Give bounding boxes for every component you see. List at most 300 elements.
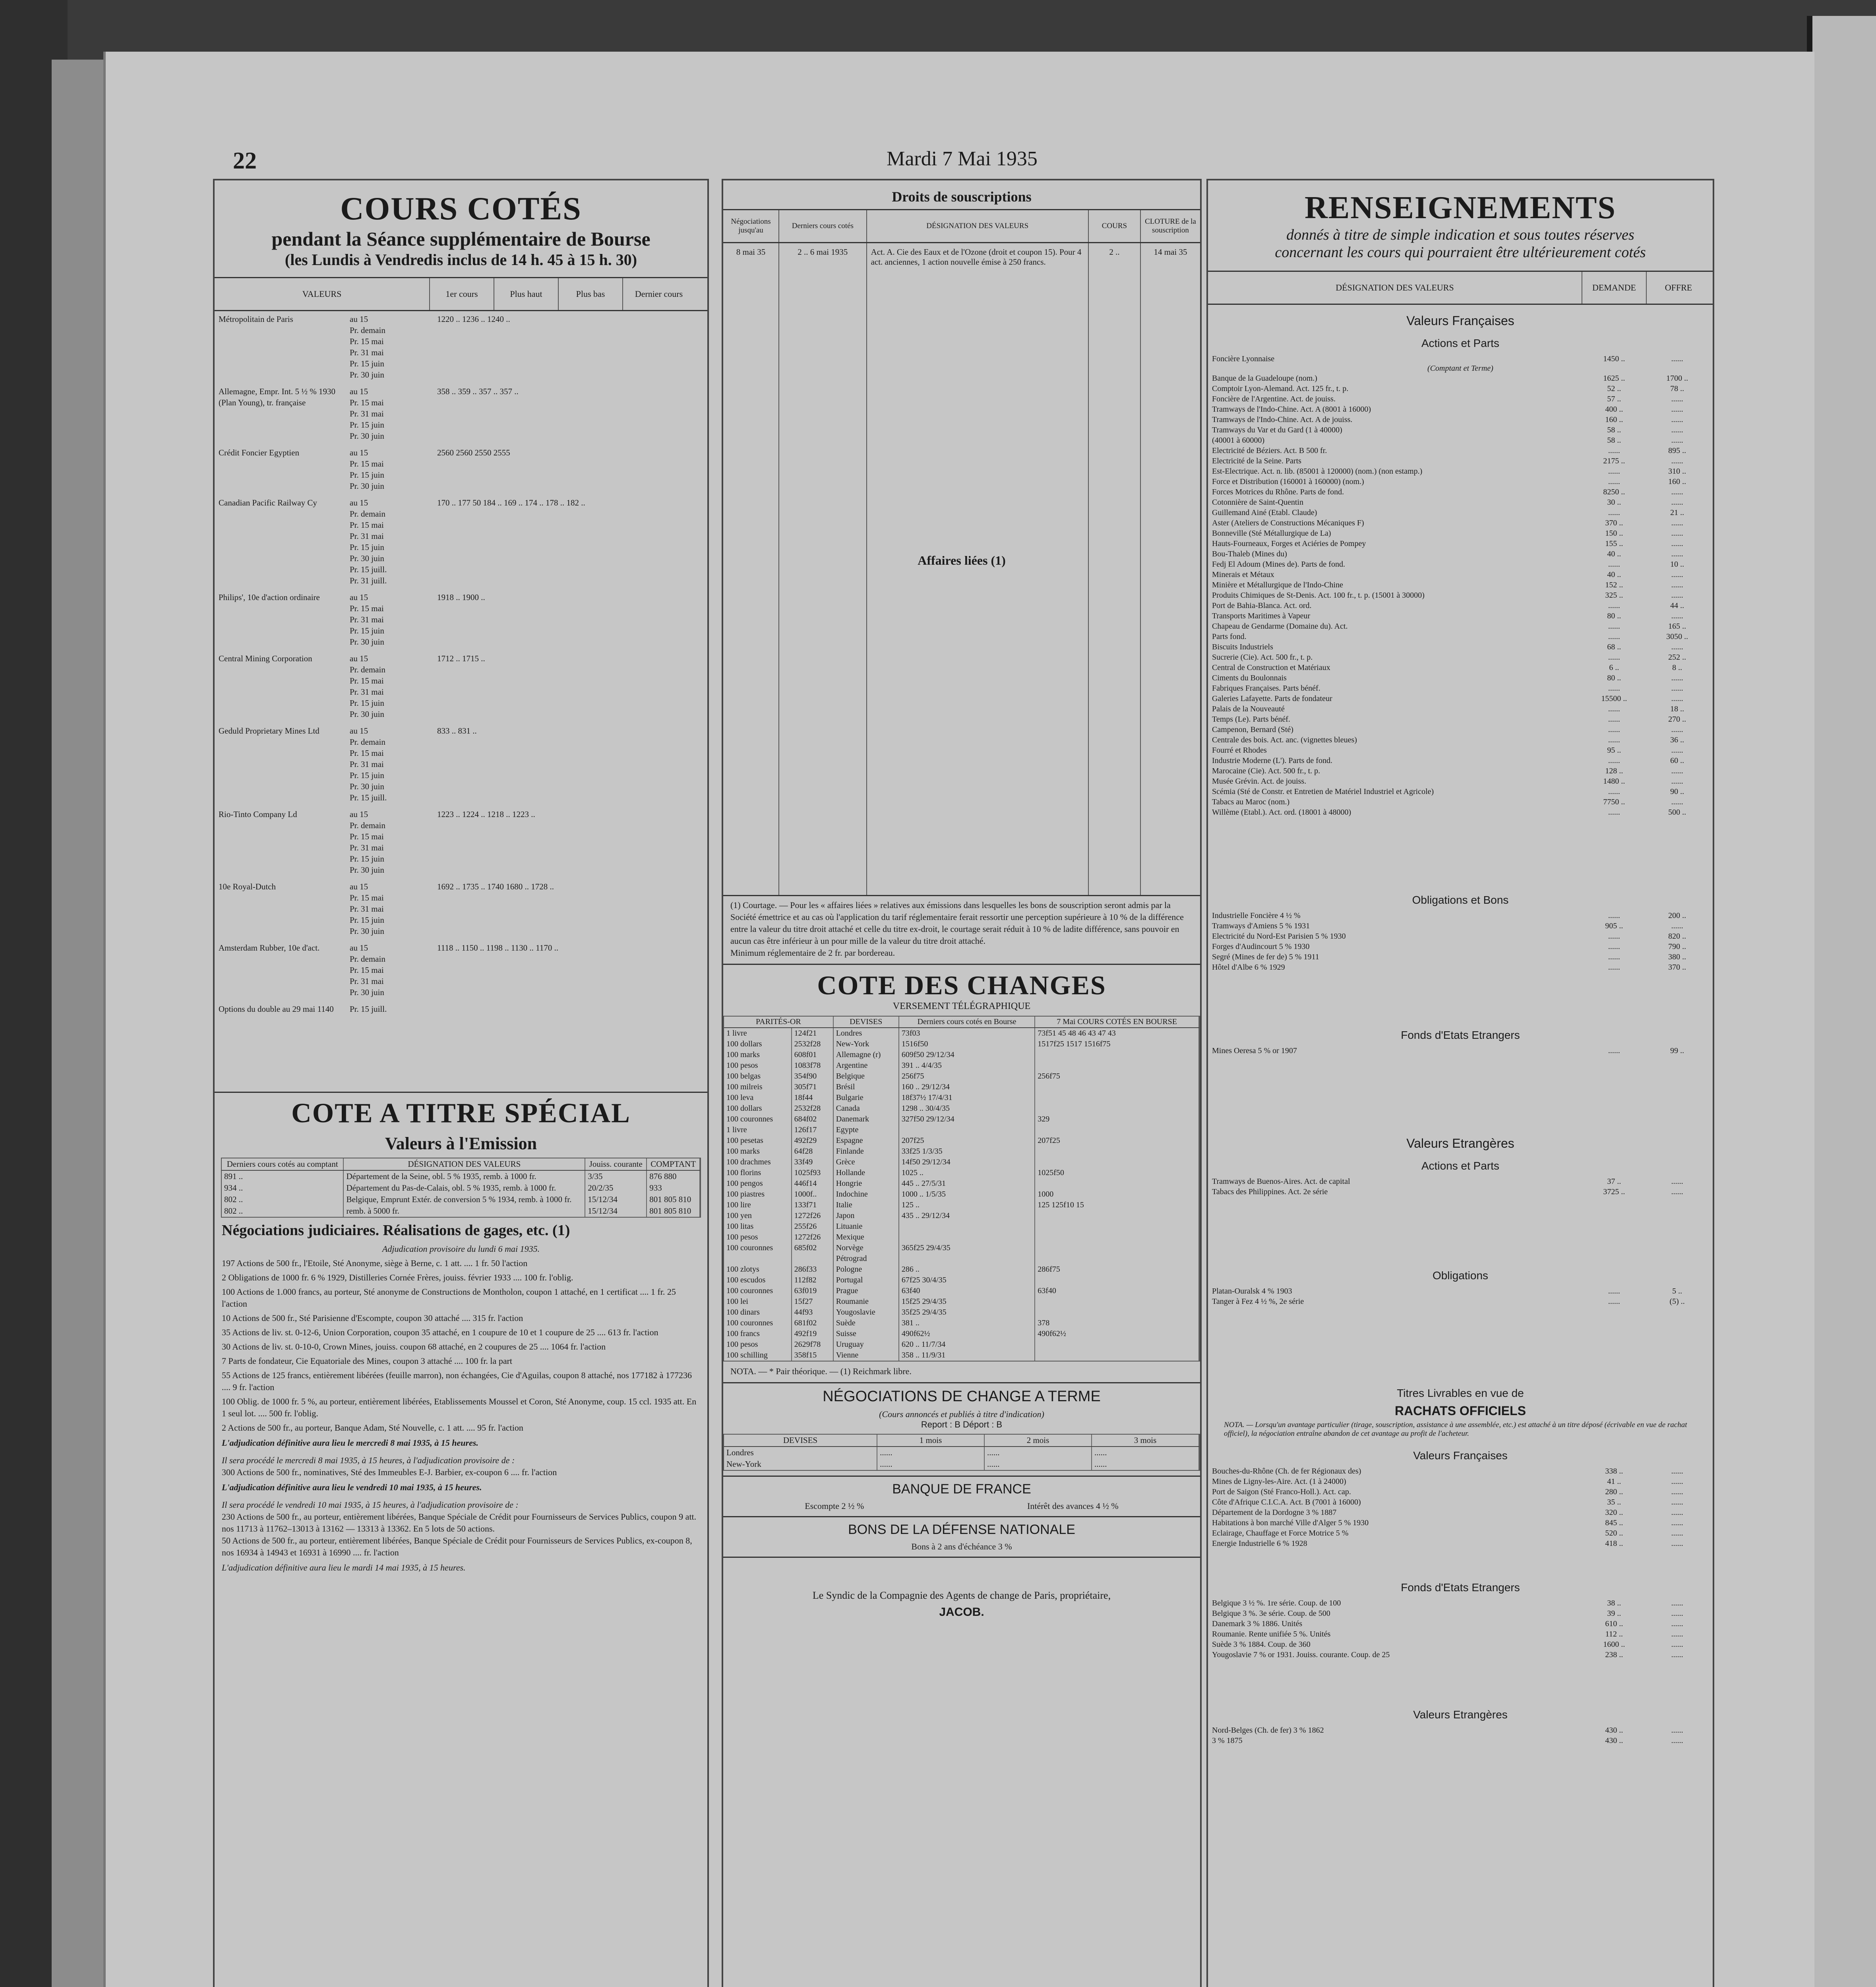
- item-3b: 50 Actions de 500 fr., au porteur, entièrement libérées, Banque Spéciale de Crédit pour Fournisseurs de Services Publics, ex-coupon 8, nos 16934 à 14943 et 16931 à 16990 .... fr. l'action: [222, 1536, 692, 1557]
- valeur-row: [1212, 1639, 1709, 1650]
- valeur-demande: ......: [1608, 736, 1620, 744]
- cours-7mai: 1025f50: [1035, 1168, 1199, 1178]
- parite-unit: 100 pesos: [724, 1339, 792, 1350]
- valeur-name: Palais de la Nouveauté: [1212, 705, 1285, 713]
- valeur-row: [1212, 1507, 1709, 1518]
- parite-unit: [724, 1253, 792, 1264]
- valeur-offre: ......: [1671, 1736, 1683, 1745]
- valeur-offre: ......: [1671, 529, 1683, 538]
- devise-name: Portugal: [833, 1275, 899, 1286]
- change-row: [724, 1232, 1199, 1243]
- valeur-demande: ......: [1608, 1297, 1620, 1306]
- term-label: Pr. 30 juin: [350, 926, 384, 936]
- valeur-row: [1212, 487, 1709, 497]
- parite-value: 255f26: [792, 1221, 833, 1232]
- section-heading: Actions et Parts: [1421, 1160, 1500, 1172]
- th-terme-devises: DEVISES: [724, 1435, 877, 1447]
- valeur-offre: ......: [1671, 684, 1683, 693]
- valeur-name: Banque de la Guadeloupe (nom.): [1212, 374, 1317, 383]
- valeur-demande: 40 ..: [1607, 550, 1621, 558]
- devise-name: Egypte: [833, 1125, 899, 1135]
- valeur-demande: 15500 ..: [1601, 694, 1627, 703]
- item-2: 300 Actions de 500 fr., nominatives, Sté des Immeubles E-J. Barbier, ex-coupon 6 .... fr. l'action: [222, 1467, 557, 1477]
- change-row: [724, 1296, 1199, 1307]
- valeur-offre: ......: [1671, 1726, 1683, 1735]
- valeur-offre: ......: [1671, 1177, 1683, 1186]
- valeur-demande: ......: [1608, 467, 1620, 476]
- valeur-offre: ......: [1671, 415, 1683, 424]
- dernier-cours: 18f37½ 17/4/31: [899, 1092, 1035, 1103]
- term-label: Pr. 30 juin: [350, 709, 384, 719]
- valeur-offre: ......: [1671, 643, 1683, 651]
- parite-unit: 1 livre: [724, 1125, 792, 1135]
- valeur-row: [1212, 1538, 1709, 1549]
- parite-value: 2532f28: [792, 1103, 833, 1114]
- syndic-line: Le Syndic de la Compagnie des Agents de change de Paris, propriétaire,: [812, 1590, 1111, 1601]
- valeur-demande: ......: [1608, 601, 1620, 610]
- dernier-cours: 1000 .. 1/5/35: [899, 1189, 1035, 1200]
- valeur-offre: 270 ..: [1668, 715, 1686, 724]
- valeur-row: [1212, 724, 1709, 735]
- stock-name: 10e Royal-Dutch: [219, 882, 276, 891]
- droits-cours: 2 ..: [1089, 243, 1141, 895]
- devise-name: Uruguay: [833, 1339, 899, 1350]
- change-row: [724, 1286, 1199, 1296]
- valeur-row: [1212, 1296, 1709, 1307]
- devise-name: Brésil: [833, 1082, 899, 1092]
- valeur-demande: 152 ..: [1605, 581, 1623, 589]
- courtage-minimum: Minimum réglementaire de 2 fr. par bordereau.: [730, 948, 895, 958]
- valeur-name: Guillemand Ainé (Etabl. Claude): [1212, 508, 1317, 517]
- stock-entry: [219, 447, 703, 492]
- stock-terms: [350, 592, 433, 647]
- col-plus-bas: Plus bas: [559, 278, 623, 310]
- valeur-demande: 128 ..: [1605, 767, 1623, 775]
- valeur-name: Produits Chimiques de St-Denis. Act. 100 fr., t. p. (15001 à 30000): [1212, 591, 1425, 600]
- section-heading: Valeurs Françaises: [1406, 314, 1514, 328]
- cours-7mai: [1035, 1307, 1199, 1318]
- valeur-demande: 430 ..: [1605, 1726, 1623, 1735]
- col-valeurs: VALEURS: [215, 278, 430, 310]
- devise-name: Belgique: [833, 1071, 899, 1082]
- parite-unit: 100 schilling: [724, 1350, 792, 1361]
- stock-entry: [219, 497, 703, 586]
- valeur-demande: ......: [1608, 632, 1620, 641]
- affaires-liees: Affaires liées (1): [918, 553, 1006, 567]
- emission-values: 933: [647, 1182, 700, 1194]
- devise-name: Roumanie: [833, 1296, 899, 1307]
- parite-value: 492f29: [792, 1135, 833, 1146]
- term-label: Pr. demain: [350, 509, 385, 519]
- cours-7mai: [1035, 1178, 1199, 1189]
- parite-unit: 100 leva: [724, 1092, 792, 1103]
- valeur-name: Tabacs des Philippines. Act. 2e série: [1212, 1187, 1328, 1196]
- stock-values: 358 .. 359 .. 357 .. 357 ..: [437, 387, 519, 396]
- term-label: au 15: [350, 882, 368, 891]
- cote-speciale-table: [221, 1158, 701, 1218]
- term-label: Pr. 30 juin: [350, 481, 384, 491]
- valeur-row: [1212, 1487, 1709, 1497]
- valeur-demande: ......: [1608, 932, 1620, 941]
- valeur-name: Nord-Belges (Ch. de fer) 3 % 1862: [1212, 1726, 1324, 1735]
- valeur-name: Temps (Le). Parts bénéf.: [1212, 715, 1290, 724]
- valeur-name: Central de Construction et Matériaux: [1212, 663, 1330, 672]
- parite-value: 1272f26: [792, 1210, 833, 1221]
- valeur-name: Tanger à Fez 4 ½ %, 2e série: [1212, 1297, 1304, 1306]
- valeur-demande: 7750 ..: [1603, 798, 1625, 806]
- valeur-demande: 338 ..: [1605, 1467, 1623, 1476]
- valeur-name: Industrie Moderne (L'). Parts de fond.: [1212, 756, 1332, 765]
- cours-cotes-title: COURS COTÉS: [340, 190, 582, 227]
- valeur-name: Energie Industrielle 6 % 1928: [1212, 1539, 1307, 1548]
- valeur-offre: ......: [1671, 488, 1683, 496]
- valeur-name: Danemark 3 % 1886. Unités: [1212, 1619, 1303, 1628]
- renseignements-subtitle-1: donnés à titre de simple indication et sous toutes réserves: [1286, 227, 1634, 243]
- devise-name: Bulgarie: [833, 1092, 899, 1103]
- stock-name: Métropolitain de Paris: [219, 314, 293, 324]
- valeur-name: Suède 3 % 1884. Coup. de 360: [1212, 1640, 1311, 1649]
- valeur-offre: ......: [1671, 1640, 1683, 1649]
- valeur-row: [1212, 394, 1709, 404]
- parite-value: 305f71: [792, 1082, 833, 1092]
- parite-value: 1083f78: [792, 1060, 833, 1071]
- column-renseignements: [1206, 179, 1714, 1987]
- change-row: [724, 1157, 1199, 1168]
- change-row: [724, 1028, 1199, 1039]
- negociation-item: 100 Actions de 1.000 francs, au porteur, Sté anonyme de Constructions de Montholon, coupon 1 attaché, en 1 certificat .... 1 fr. 25 l'action: [222, 1287, 676, 1309]
- terme-row: Londres ...... ...... ......: [724, 1447, 1199, 1458]
- stock-entry: [219, 881, 703, 937]
- valeur-name: Roumanie. Rente unifiée 5 %. Unités: [1212, 1630, 1331, 1638]
- valeur-row: [1212, 735, 1709, 745]
- valeur-name: Musée Grévin. Act. de jouiss.: [1212, 777, 1307, 786]
- devise-name: Pologne: [833, 1264, 899, 1275]
- valeur-demande: 325 ..: [1605, 591, 1623, 600]
- cours-cotes-body: [215, 311, 707, 1087]
- valeur-demande: 6 ..: [1609, 663, 1619, 672]
- valeur-row: [1212, 507, 1709, 518]
- term-label: Pr. 15 mai: [350, 604, 384, 613]
- valeur-name: Cotonnière de Saint-Quentin: [1212, 498, 1303, 507]
- valeur-demande: 1450 ..: [1603, 354, 1625, 363]
- devise-name: Norvège: [833, 1243, 899, 1253]
- change-row: [724, 1318, 1199, 1329]
- valeur-row: [1212, 1528, 1709, 1538]
- dernier-cours: 1298 .. 30/4/35: [899, 1103, 1035, 1114]
- valeur-offre: ......: [1671, 1187, 1683, 1196]
- emission-row: [222, 1182, 700, 1194]
- valeur-demande: ......: [1608, 715, 1620, 724]
- negociation-item: 55 Actions de 125 francs, entièrement libérées (feuille marron), non échangées, Cie d'Aguilas, coupon 8 attaché, nos 177182 à 177236 .... 9 fr. l'action: [222, 1370, 692, 1392]
- parite-value: 608f01: [792, 1050, 833, 1060]
- procede-3: Il sera procédé le vendredi 10 mai 1935, à 15 heures, à l'adjudication provisoire de :: [222, 1500, 519, 1510]
- page-date: Mardi 7 Mai 1935: [887, 147, 1038, 170]
- term-label: Pr. 31 mai: [350, 615, 384, 624]
- devise-name: Allemagne (r): [833, 1050, 899, 1060]
- term-label: Pr. 15 juill.: [350, 793, 387, 802]
- emission-jouiss: 15/12/34: [585, 1205, 647, 1217]
- parite-value: 446f14: [792, 1178, 833, 1189]
- emission-row: [222, 1205, 700, 1217]
- th-2-mois: 2 mois: [984, 1435, 1092, 1447]
- valeur-name: Centrale des bois. Act. anc. (vignettes bleues): [1212, 736, 1357, 744]
- negociations-title: Négociations judiciaires. Réalisations de gages, etc. (1): [222, 1222, 570, 1239]
- parite-unit: 1 livre: [724, 1028, 792, 1039]
- parite-unit: 100 piastres: [724, 1189, 792, 1200]
- valeur-demande: 68 ..: [1607, 643, 1621, 651]
- th-1-mois: 1 mois: [877, 1435, 984, 1447]
- devise-name: Suisse: [833, 1329, 899, 1339]
- valeur-row: [1212, 1598, 1709, 1608]
- valeur-offre: 310 ..: [1668, 467, 1686, 476]
- stock-name: Philips', 10e d'action ordinaire: [219, 593, 320, 602]
- valeur-demande: 52 ..: [1607, 384, 1621, 393]
- dernier-cours: 160 .. 29/12/34: [899, 1082, 1035, 1092]
- dernier-cours: [899, 1125, 1035, 1135]
- stock-values: 170 .. 177 50 184 .. 169 .. 174 .. 178 .. 182 ..: [437, 498, 585, 507]
- valeur-demande: 370 ..: [1605, 519, 1623, 527]
- valeur-row: [1212, 538, 1709, 549]
- stock-values: [433, 1003, 703, 1015]
- change-row: [724, 1243, 1199, 1253]
- terme-londres: Londres: [724, 1447, 877, 1458]
- parite-unit: 100 dinars: [724, 1307, 792, 1318]
- dernier-cours: 14f50 29/12/34: [899, 1157, 1035, 1168]
- th-derniers: Derniers cours cotés: [779, 210, 867, 242]
- parite-unit: 100 pesetas: [724, 1135, 792, 1146]
- valeur-offre: ......: [1671, 591, 1683, 600]
- valeur-name: Fourré et Rhodes: [1212, 746, 1267, 755]
- valeur-offre: ......: [1671, 1498, 1683, 1507]
- stock-entry: [219, 809, 703, 875]
- valeur-demande: 150 ..: [1605, 529, 1623, 538]
- parite-unit: 100 drachmes: [724, 1157, 792, 1168]
- section-heading: Obligations et Bons: [1412, 894, 1509, 906]
- valeur-demande: 155 ..: [1605, 539, 1623, 548]
- cours-cotes-subtitle: pendant la Séance supplémentaire de Bourse: [271, 228, 651, 250]
- dernier-cours: 1025 ..: [899, 1168, 1035, 1178]
- valeur-name: Tramways du Var et du Gard (1 à 40000): [1212, 426, 1342, 434]
- valeur-row: [1212, 466, 1709, 476]
- valeur-row: [1212, 383, 1709, 394]
- dernier-cours: [899, 1232, 1035, 1243]
- parite-unit: 100 marks: [724, 1146, 792, 1157]
- stock-name: Allemagne, Empr. Int. 5 ½ % 1930 (Plan Young), tr. française: [219, 387, 335, 407]
- valeur-demande: 418 ..: [1605, 1539, 1623, 1548]
- change-row: [724, 1082, 1199, 1092]
- devise-name: Yougoslavie: [833, 1307, 899, 1318]
- valeur-row: [1212, 497, 1709, 507]
- valeur-row: [1212, 952, 1709, 962]
- valeur-demande: ......: [1608, 787, 1620, 796]
- stock-entry: [219, 1003, 703, 1015]
- emission-last: 891 ..: [222, 1170, 343, 1182]
- dernier-cours: 620 .. 11/7/34: [899, 1339, 1035, 1350]
- change-row: [724, 1264, 1199, 1275]
- valeur-name: Habitations à bon marché Ville d'Alger 5 % 1930: [1212, 1518, 1369, 1527]
- cours-7mai: 378: [1035, 1318, 1199, 1329]
- parite-value: 1025f93: [792, 1168, 833, 1178]
- valeur-offre: 36 ..: [1670, 736, 1684, 744]
- valeur-demande: ......: [1608, 756, 1620, 765]
- valeur-name: Parts fond.: [1212, 632, 1247, 641]
- cours-7mai: 207f25: [1035, 1135, 1199, 1146]
- valeur-name: Willème (Etabl.). Act. ord. (18001 à 48000): [1212, 808, 1351, 817]
- stock-terms: [350, 497, 433, 586]
- th-3-mois: 3 mois: [1092, 1435, 1199, 1447]
- th-devises: DEVISES: [833, 1017, 899, 1028]
- valeur-offre: ......: [1671, 405, 1683, 414]
- valeur-name: Comptoir Lyon-Alemand. Act. 125 fr., t. p.: [1212, 384, 1349, 393]
- valeur-row: [1212, 559, 1709, 569]
- valeur-offre: ......: [1671, 1539, 1683, 1548]
- valeur-demande: 80 ..: [1607, 674, 1621, 682]
- emission-name: remb. à 5000 fr.: [343, 1205, 585, 1217]
- terme-row: New-York ...... ...... ......: [724, 1458, 1199, 1470]
- th-offre: OFFRE: [1665, 283, 1692, 292]
- valeur-name: Yougoslavie 7 % or 1931. Jouiss. courante. Coup. de 25: [1212, 1650, 1390, 1659]
- valeur-name: Tabacs au Maroc (nom.): [1212, 798, 1290, 806]
- valeur-offre: ......: [1671, 550, 1683, 558]
- valeur-demande: 430 ..: [1605, 1736, 1623, 1745]
- stock-name: Central Mining Corporation: [219, 654, 312, 663]
- valeur-row: [1212, 476, 1709, 487]
- term-label: Pr. 31 mai: [350, 687, 384, 697]
- column-cours-cotes: [213, 179, 709, 1987]
- valeur-name: Tramways d'Amiens 5 % 1931: [1212, 922, 1310, 930]
- valeur-name: Fedj El Adoum (Mines de). Parts de fond.: [1212, 560, 1345, 569]
- dernier-cours: 33f25 1/3/35: [899, 1146, 1035, 1157]
- term-label: Pr. 30 juin: [350, 782, 384, 791]
- valeur-demande: ......: [1608, 622, 1620, 631]
- renseignements-header: [1208, 271, 1713, 305]
- valeur-row: [1212, 776, 1709, 786]
- change-row: [724, 1275, 1199, 1286]
- devise-name: Canada: [833, 1103, 899, 1114]
- devise-name: Espagne: [833, 1135, 899, 1146]
- change-row: [724, 1135, 1199, 1146]
- valeur-demande: 38 ..: [1607, 1599, 1621, 1607]
- valeur-offre: ......: [1671, 1619, 1683, 1628]
- change-row: [724, 1178, 1199, 1189]
- th-cloture: CLOTURE de la souscription: [1145, 217, 1196, 234]
- valeur-offre: 165 ..: [1668, 622, 1686, 631]
- dernier-cours: 35f25 29/4/35: [899, 1307, 1035, 1318]
- change-row: [724, 1189, 1199, 1200]
- change-row: [724, 1329, 1199, 1339]
- valeur-row: [1212, 693, 1709, 704]
- devise-name: Suède: [833, 1318, 899, 1329]
- valeur-demande: 400 ..: [1605, 405, 1623, 414]
- term-label: Pr. 31 mai: [350, 348, 384, 357]
- dernier-cours: 125 ..: [899, 1200, 1035, 1210]
- valeur-name: Bouches-du-Rhône (Ch. de fer Régionaux des): [1212, 1467, 1361, 1476]
- term-label: Pr. 30 juin: [350, 431, 384, 441]
- cours-cotes-hours: (les Lundis à Vendredis inclus de 14 h. 45 à 15 h. 30): [285, 251, 637, 269]
- valeur-name: Force et Distribution (160001 à 160000) (nom.): [1212, 477, 1364, 486]
- emission-values: 876 880: [647, 1170, 700, 1182]
- valeur-row: [1212, 414, 1709, 425]
- valeur-name: Sucrerie (Cie). Act. 500 fr., t. p.: [1212, 653, 1313, 662]
- valeur-name: Scémia (Sté de Constr. et Entretien de Matériel Industriel et Agricole): [1212, 787, 1434, 796]
- term-label: Pr. 15 mai: [350, 893, 384, 902]
- stock-name: Rio-Tinto Company Ld: [219, 810, 297, 819]
- term-label: Pr. demain: [350, 737, 385, 747]
- term-label: Pr. 15 mai: [350, 459, 384, 469]
- emission-last: 802 ..: [222, 1205, 343, 1217]
- valeur-demande: ......: [1608, 963, 1620, 972]
- term-label: Pr. 15 juill.: [350, 565, 387, 574]
- parite-value: 286f33: [792, 1264, 833, 1275]
- change-row: [724, 1050, 1199, 1060]
- parite-unit: 100 litas: [724, 1221, 792, 1232]
- rachats-nota: NOTA. — Lorsqu'un avantage particulier (tirage, souscription, assistance à une assemblée, etc.) est attaché à un titre déposé (écrivable en vue de rachat officiel), la négociation entraîne abandon de cet avantage au profit de l'acheteur.: [1224, 1421, 1687, 1438]
- valeur-demande: 280 ..: [1605, 1487, 1623, 1496]
- comptant-terme: (Comptant et Terme): [1427, 364, 1493, 373]
- section-heading: Valeurs Françaises: [1413, 1449, 1508, 1462]
- valeur-row: [1212, 797, 1709, 807]
- valeur-name: Marocaine (Cie). Act. 500 fr., t. p.: [1212, 767, 1320, 775]
- valeur-demande: 1480 ..: [1603, 777, 1625, 786]
- item-3a: 230 Actions de 500 fr., au porteur, entièrement libérées, Banque Spéciale de Crédit pour Fournisseurs de Services Publics, coupon 9 att. nos 11713 à 11762–13013 à 13162 — 13313 à 13362. En 5 lots de 50 actions.: [222, 1512, 697, 1534]
- stock-terms: [350, 386, 433, 442]
- stock-entry: [219, 386, 703, 442]
- stock-values: 1223 .. 1224 .. 1218 .. 1223 ..: [437, 810, 535, 819]
- negociation-item: 7 Parts de fondateur, Cie Equatoriale des Mines, coupon 3 attaché .... 100 fr. la part: [222, 1356, 513, 1366]
- change-row: [724, 1210, 1199, 1221]
- valeur-row: [1212, 745, 1709, 755]
- spacer: [1212, 1056, 1709, 1127]
- th-jouiss: Jouiss. courante: [585, 1158, 647, 1170]
- valeur-name: Aster (Ateliers de Constructions Mécaniques F): [1212, 519, 1364, 527]
- interet-avances: Intérêt des avances 4 ½ %: [1027, 1501, 1119, 1511]
- term-label: Pr. 31 mai: [350, 904, 384, 914]
- th-derniers-bourse: Derniers cours cotés en Bourse: [899, 1017, 1035, 1028]
- negociation-item: 197 Actions de 500 fr., l'Etoile, Sté Anonyme, siège à Berne, c. 1 att. .... 1 fr. 50 l'action: [222, 1258, 528, 1268]
- valeur-name: Electricité du Nord-Est Parisien 5 % 1930: [1212, 932, 1346, 941]
- valeur-row: [1212, 662, 1709, 673]
- parite-value: 681f02: [792, 1318, 833, 1329]
- change-row: [724, 1221, 1199, 1232]
- stock-name: Amsterdam Rubber, 10e d'act.: [219, 943, 320, 953]
- emission-last: 934 ..: [222, 1182, 343, 1194]
- stock-terms: [350, 725, 433, 803]
- valeur-offre: ......: [1671, 767, 1683, 775]
- valeur-name: Bonneville (Sté Métallurgique de La): [1212, 529, 1331, 538]
- emission-row: [222, 1194, 700, 1205]
- th-parites: PARITÉS-OR: [724, 1017, 833, 1028]
- stock-entry: [219, 592, 703, 647]
- bons-line: Bons à 2 ans d'échéance 3 %: [911, 1542, 1012, 1551]
- term-label: Pr. 15 juin: [350, 420, 384, 430]
- valeur-offre: 99 ..: [1670, 1046, 1684, 1055]
- valeur-row: [1212, 425, 1709, 435]
- term-label: Pr. 31 mai: [350, 976, 384, 986]
- cours-7mai: [1035, 1350, 1199, 1361]
- term-label: au 15: [350, 654, 368, 663]
- change-row: [724, 1350, 1199, 1361]
- valeur-offre: ......: [1671, 395, 1683, 403]
- parite-unit: 100 belgas: [724, 1071, 792, 1082]
- th-comptant: COMPTANT: [647, 1158, 700, 1170]
- valeur-offre: ......: [1671, 1609, 1683, 1618]
- devise-name: Danemark: [833, 1114, 899, 1125]
- cours-7mai: [1035, 1339, 1199, 1350]
- valeur-demande: 37 ..: [1607, 1177, 1621, 1186]
- valeur-row: [1212, 931, 1709, 941]
- term-label: Pr. 15 juin: [350, 626, 384, 635]
- term-label: Pr. demain: [350, 325, 385, 335]
